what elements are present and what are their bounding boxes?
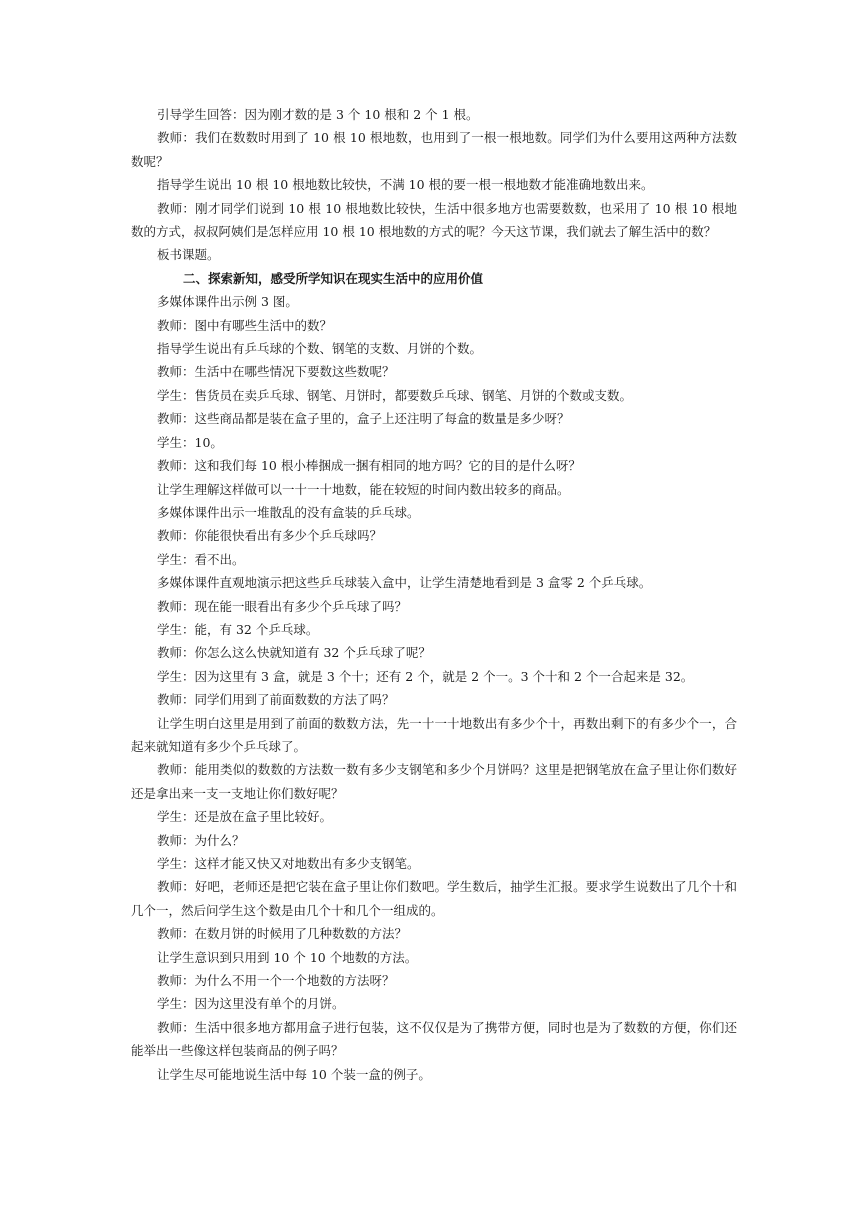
paragraph: 让学生尽可能地说生活中每 10 个装一盒的例子。 [157,1066,431,1082]
paragraph: 学生：因为这里没有单个的月饼。 [157,996,345,1012]
paragraph: 学生：售货员在卖乒乓球、钢笔、月饼时，都要数乒乓球、钢笔、月饼的个数或支数。 [157,387,633,403]
paragraph: 多媒体课件出示一堆散乱的没有盒装的乒乓球。 [157,504,420,520]
paragraph: 多媒体课件出示例 3 图。 [157,294,298,310]
paragraph: 指导学生说出有乒乓球的个数、钢笔的支数、月饼的个数。 [157,341,483,357]
paragraph: 让学生明白这里是用到了前面的数数方法，先一十一十地数出有多少个十，再数出剩下的有多少个一，合起来就知道有多少个乒乓球了。 [131,715,737,754]
paragraph: 教师：能用类似的数数的方法数一数有多少支钢笔和多少个月饼吗？这里是把钢笔放在盒子里让你们数好还是拿出来一支一支地让你们数好呢？ [131,762,737,801]
section-heading: 二、探索新知，感受所学知识在现实生活中的应用价值 [183,270,484,286]
paragraph: 多媒体课件直观地演示把这些乒乓球装入盒中，让学生清楚地看到是 3 盒零 2 个乒乓球。 [157,575,652,591]
paragraph: 教师：同学们用到了前面数数的方法了吗？ [157,692,395,708]
paragraph: 教师：你怎么这么快就知道有 32 个乒乓球了呢？ [157,645,431,661]
paragraph: 教师：你能很快看出有多少个乒乓球吗？ [157,528,383,544]
paragraph: 学生：10。 [157,434,223,450]
paragraph: 教师：生活中很多地方都用盒子进行包装，这不仅仅是为了携带方便，同时也是为了数数的方便，你们还能举出一些像这样包装商品的例子吗？ [131,1019,737,1059]
paragraph: 学生：因为这里有 3 盒，就是 3 个十；还有 2 个，就是 2 个一。3 个十和 2 个一合起来是 32。 [157,668,694,684]
paragraph: 学生：这样才能又快又对地数出有多少支钢笔。 [157,856,420,871]
paragraph: 指导学生说出 10 根 10 根地数比较快，不满 10 根的要一根一根地数才能准确地数出来。 [157,177,654,193]
paragraph: 教师：在数月饼的时候用了几种数数的方法？ [157,926,408,942]
paragraph: 教师：现在能一眼看出有多少个乒乓球了吗？ [157,598,408,614]
paragraph: 教师：这些商品都是装在盒子里的，盒子上还注明了每盒的数量是多少呀？ [157,411,570,427]
paragraph: 学生：能，有 32 个乒乓球。 [157,621,319,637]
paragraph: 让学生意识到只用到 10 个 10 个地数的方法。 [157,949,418,965]
paragraph: 教师：为什么？ [157,832,245,848]
paragraph: 教师：为什么不用一个一个地数的方法呀？ [157,973,395,989]
paragraph: 教师：图中有哪些生活中的数？ [157,317,333,333]
paragraph: 教师：生活中在哪些情况下要数这些数呢？ [157,364,395,380]
paragraph: 教师：刚才同学们说到 10 根 10 根地数比较快，生活中很多地方也需要数数，也采用了 10 根 10 根地数的方式，叔叔阿姨们是怎样应用 10 根 10 根地数的方式的呢？今天这节课，我们就去了解生活中的数？ [131,200,737,240]
paragraph: 学生：看不出。 [157,551,245,567]
paragraph: 学生：还是放在盒子里比较好。 [157,809,333,825]
document-page [131,103,737,1086]
paragraph: 教师：这和我们每 10 根小棒捆成一捆有相同的地方吗？它的目的是什么呀？ [157,458,581,474]
paragraph: 教师：我们在数数时用到了 10 根 10 根地数，也用到了一根一根地数。同学们为什么要用这两种方法数数呢？ [131,130,737,169]
paragraph: 教师：好吧，老师还是把它装在盒子里让你们数吧。学生数后，抽学生汇报。要求学生说数出了几个十和几个一，然后问学生这个数是由几个十和几个一组成的。 [131,879,737,918]
paragraph: 让学生理解这样做可以一十一十地数，能在较短的时间内数出较多的商品。 [157,481,570,497]
paragraph: 引导学生回答：因为刚才数的是 3 个 10 根和 2 个 1 根。 [157,107,479,122]
paragraph: 板书课题。 [157,247,220,263]
